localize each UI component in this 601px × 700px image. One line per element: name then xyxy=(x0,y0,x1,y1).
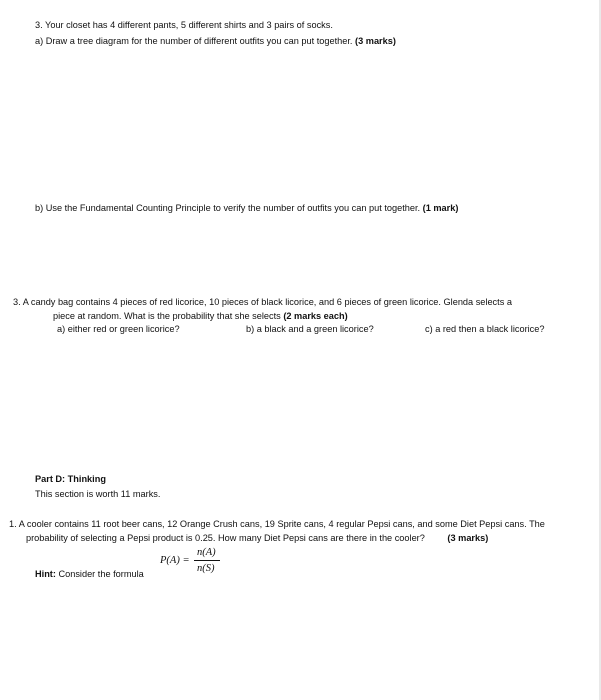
q3-part-b-text: b) Use the Fundamental Counting Principle to verify the number of outfits you can put together. xyxy=(35,203,421,213)
q1-cooler-line2 xyxy=(26,532,488,544)
q3-closet-part-b xyxy=(35,202,458,214)
q3-closet-stem: 3. Your closet has 4 different pants, 5 different shirts and 3 pairs of socks. xyxy=(35,20,333,30)
formula-denominator: n(S) xyxy=(197,563,215,574)
q3-part-b-marks: (1 mark) xyxy=(422,203,459,213)
formula-lhs: P(A) = xyxy=(160,555,190,566)
q3-candy-option-b: b) a black and a green licorice? xyxy=(246,324,374,334)
part-d-heading: Part D: Thinking xyxy=(35,474,106,484)
q1-cooler-line2-text: probability of selecting a Pepsi product is 0.25. How many Diet Pepsi cans are there in the cooler? xyxy=(26,533,425,543)
q1-cooler-line1: 1. A cooler contains 11 root beer cans, 12 Orange Crush cans, 19 Sprite cans, 4 regular Pepsi cans, and some Diet Pepsi cans. The xyxy=(9,519,545,529)
q3-candy-marks: (2 marks each) xyxy=(283,311,348,321)
formula-fraction-bar xyxy=(194,560,220,561)
q3-candy-line1: 3. A candy bag contains 4 pieces of red licorice, 10 pieces of black licorice, and 6 pieces of green licorice. Glenda selects a xyxy=(13,297,512,307)
formula-numerator: n(A) xyxy=(197,547,216,558)
q3-part-a-text: a) Draw a tree diagram for the number of different outfits you can put together. xyxy=(35,36,353,46)
hint-text: Consider the formula xyxy=(55,569,144,579)
q1-cooler-marks: (3 marks) xyxy=(447,533,489,543)
q1-hint xyxy=(35,568,144,580)
q3-candy-option-c: c) a red then a black licorice? xyxy=(425,324,545,334)
q3-candy-option-a: a) either red or green licorice? xyxy=(57,324,180,334)
hint-label: Hint: xyxy=(35,569,56,579)
q3-candy-line2-text: piece at random. What is the probability that she selects xyxy=(53,311,281,321)
q3-part-a-marks: (3 marks) xyxy=(355,36,396,46)
part-d-subheading: This section is worth 11 marks. xyxy=(35,489,161,499)
q3-closet-part-a xyxy=(35,35,396,47)
q3-candy-line2 xyxy=(53,310,348,322)
